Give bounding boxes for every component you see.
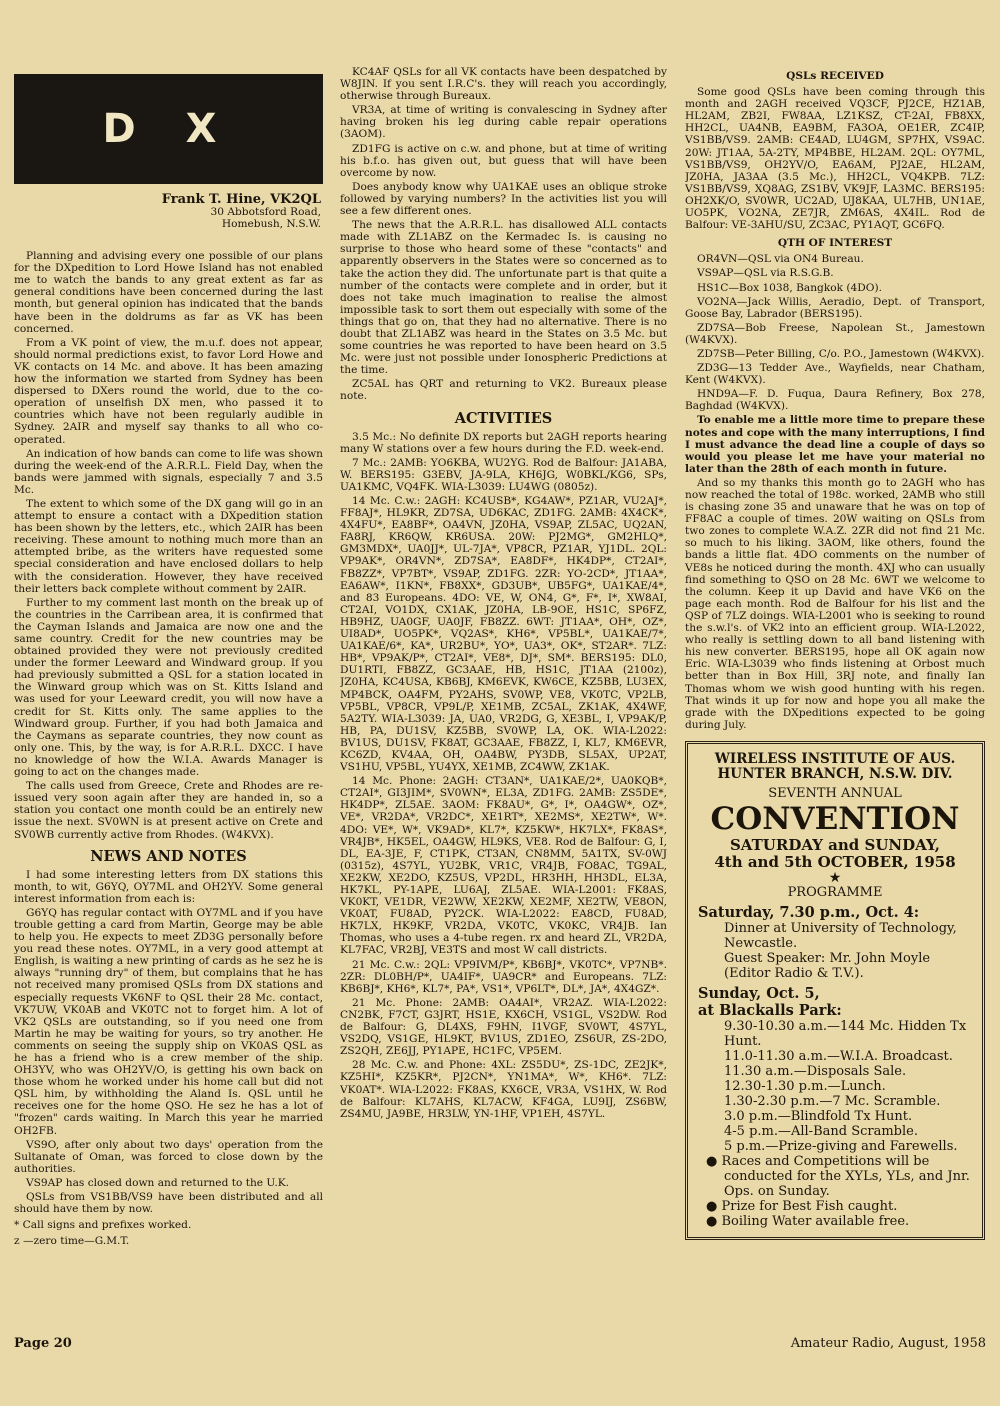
closing-paragraph: And so my thanks this month go to 2AGH who has now reached the total of 198c. worked, 2AMB who still is chasing zone 35 and unaware that he was on top of FF8AC a couple of times. 20W waiting on QSLs from two zones to complete W.A.Z. 2ZR did not find 21 Mc. so much to his liking. 3AOM, like others, found the bands a little flat. 4DO comments on the number of VE8s he noticed during the month. 4XJ who can usually find something to QSO on 28 Mc. 6WT we welcome to the column. Keep it up David and have VK6 on the page each month. Rod de Balfour for his list and the QSP of 7LZ doings. WIA-L2001 who is seeking to round the s.w.l's. of VK2 into an efficient group. WIA-L2022, who really is settling down to all band listening with his new converter. BERS195, hope all OK again now Eric. WIA-L3039 who finds listening at Orbost much better than in Box Hill, 3RJ note, and finally Ian Thomas whom we wish good hunting with his regen. That winds it up for now and hope you all make the grade with the DXpeditions expected to be going during July. <box>685 476 985 731</box>
address-line-2: Homebush, N.S.W. <box>221 218 321 231</box>
section-title: D X <box>102 105 235 152</box>
address-line-1: 30 Abbotsford Road, <box>210 206 321 219</box>
paragraph: Further to my comment last month on the break up of the countries in the Carribean area, it is confirmed that the Cayman Islands and Jamaica are now one and the same country. Credit for the new countries may be obtained provided they were not previously credited under the former Leeward and Windward group. If you had previously submitted a QSL for a station located in the Winward group which was on St. Kitts Island and was used for your Leeward credit, you will now have a credit for St. Kitts only. The same applies to the Windward group. Further, if you had both Jamaica and the Caymans as separate countries, they now count as only one. This, by the way, is for A.R.R.L. DXCC. I have no knowledge of how the W.I.A. Awards Manager is going to act on the changes made. <box>14 596 323 779</box>
convention-org-line-2: HUNTER BRANCH, N.S.W. DIV. <box>717 765 953 782</box>
qth-item: ZD3G—13 Tedder Ave., Wayfields, near Chatham, Kent (W4KVX). <box>685 362 985 387</box>
saturday-line: Dinner at University of Technology, Newcastle. <box>724 920 957 951</box>
paragraph: G6YQ has regular contact with OY7ML and if you have trouble getting a card from Martin, George may be able to help you. He expects to meet ZD3G personally before you read these notes. OY7ML, in a very good attempt at English, is waiting a new printing of cards as he sez he is always "running dry" of them, but complains that he has not received many promised QSLs from DX stations and especially requests VK6NF to QSL their 28 Mc. contact, VK7UW, VK0AB and VK0TC not to forget him. A lot of VK2 QSLs are outstanding, so if you need one from Martin he may be waiting for yours, so try another. He comments on seeing the supply ship on VK0AS QSL as he has a friend who is a crew member of the ship. OH3YV, who was OH2YV/O, is getting his own back on those whom he worked under his home call but did not QSL him, by withholding the Aland Is. QSL until he receives one for the home QSO. He sez he has a lot of "frozen" cards waiting. In March this year he married OH2FB. <box>14 906 323 1137</box>
programme-heading: PROGRAMME <box>787 884 883 900</box>
qth-item: OR4VN—QSL via ON4 Bureau. <box>697 253 864 266</box>
convention-ad <box>685 741 985 1240</box>
paragraph: QSLs from VS1BB/VS9 have been distributed and all should have them by now. <box>14 1191 323 1216</box>
star-icon: ★ <box>828 869 842 886</box>
paragraph: From a VK point of view, the m.u.f. does not appear, should normal predictions exist, to favor Lord Howe and VK contacts on 14 Mc. and above. It has been amazing how the information we started from Sydney has been dispersed to DXers round the world, due to the co-operation of unselfish DX men, who passed it to countries which have not been regularly audible in Sydney. 2AIR and myself say thanks to all who co-operated. <box>14 336 323 446</box>
qth-item: HND9A—F. D. Fuqua, Daura Refinery, Box 278, Baghdad (W4KVX). <box>685 388 985 413</box>
activity-entry: 14 Mc. Phone: 2AGH: CT3AN*, UA1KAE/2*, UA0KQB*, CT2AI*, GI3JIM*, SV0WN*, EL3A, ZD1FG. 2AMB: ZS5DE*, HK4DP*, ZL5AE. 3AOM: FK8AU*, G*, I*, OA4GW*, OZ*, VE*, VR2DA*, VR2DC*, XE1RT*, XE2MS*, XE2TW*, W*. 4DO: VE*, W*, VK9AD*, KL7*, KZ5KW*, HK7LX*, FK8AS*, VR4JB*, HK5EL, OA4GW, HL9KS, VE8. Rod de Balfour: G, I, DL, EA-3JE, F, CT1PK, CT3AN, CN8MM, 5A1TX, SV-0WJ (0315z), 4S7YL, YU2BK, VR1C, VR4JB, FO8AC, TG9AL, XE2KW, XE2DO, KZ5US, VP2DL, HR3HH, HH3DL, EL3A, HK7KL, PY-1APE, LU6AJ, ZL5AE. WIA-L2001: FK8AS, VK0KT, VE1DR, VE2WW, XE2KW, XE2MF, XE2TW, VE8ON, VK0AT, FU8AD, PY2CK. WIA-L2022: EA8CD, FU8AD, HK7LX, HK9KF, VR2DA, VK0TC, VK0KC, VR4JB. Ian Thomas, who uses a 4-tube regen. rx and heard ZL, VR2DA, KL7FAC, VR2BJ, VE3TS and most W call districts. <box>340 775 667 957</box>
sunday-heading-1: Sunday, Oct. 5, <box>698 984 820 1002</box>
sunday-item: 5 p.m.—Prize-giving and Farewells. <box>724 1138 958 1154</box>
qth-item: VO2NA—Jack Willis, Aeradio, Dept. of Transport, Goose Bay, Labrador (BERS195). <box>685 295 985 320</box>
convention-org-line-1: WIRELESS INSTITUTE OF AUS. <box>714 750 956 767</box>
sunday-item: 4-5 p.m.—All-Band Scramble. <box>724 1123 918 1139</box>
paragraph: I had some interesting letters from DX stations this month, to wit, G6YQ, OY7ML and OH2YV. Some general interest information from each is: <box>14 868 323 905</box>
news-heading: NEWS AND NOTES <box>90 847 247 865</box>
bullet-text: Races and Competitions will be conducted for the XYLs, YLs, and Jnr. Ops. on Sunday. <box>721 1153 970 1199</box>
bullet-item: ● Prize for Best Fish caught. <box>706 1198 898 1214</box>
sunday-item: 9.30-10.30 a.m.—144 Mc. Hidden Tx Hunt. <box>724 1018 967 1049</box>
column-1 <box>14 0 323 1340</box>
qsls-heading: QSLs RECEIVED <box>786 70 884 82</box>
page-number: Page 20 <box>14 1336 72 1351</box>
column-3 <box>685 64 985 1404</box>
deadline-note: To enable me a little more time to prepare these notes and cope with the many interruptions, I find I must advance the dead line a couple of days so would you please let me have your material no later than the 28th of each month in future. <box>685 414 985 475</box>
qth-item: ZD7SA—Bob Freese, Napolean St., Jamestown (W4KVX). <box>685 321 985 346</box>
activity-entry: 3.5 Mc.: No definite DX reports but 2AGH reports hearing many W stations over a few hours during the F.D. week-end. <box>340 430 667 455</box>
activity-entry: 21 Mc. Phone: 2AMB: OA4AI*, VR2AZ. WIA-L2022: CN2BK, F7CT, G3JRT, HS1E, KX6CH, VS1GL, VS2DW. Rod de Balfour: G, DL4XS, F9HN, I1VGF, SV0WT, 4S7YL, VS2DQ, VS1GE, HL9KT, BV1US, ZD1EO, ZS6UR, ZS-2DO, ZS2QH, ZE6JJ, PY1APE, HC1FC, VP5EM. <box>340 996 667 1058</box>
qth-item: VS9AP—QSL via R.S.G.B. <box>697 267 834 280</box>
sunday-item: 11.0-11.30 a.m.—W.I.A. Broadcast. <box>724 1048 953 1064</box>
paragraph: The calls used from Greece, Crete and Rhodes are re-issued very soon again after they are handed in, so a station you contact one month could be an entirely new issue the next. SV0WN is at present active on Crete and SV0WB currently active from Rhodes. (W4KVX). <box>14 780 323 841</box>
qth-item: HS1C—Box 1038, Bangkok (4DO). <box>697 281 882 294</box>
publication-line: Amateur Radio, August, 1958 <box>790 1336 986 1351</box>
bullet-item: ● Races and Competitions will be conducted for the XYLs, YLs, and Jnr. Ops. on Sunday. <box>706 1153 970 1199</box>
qth-heading: QTH OF INTEREST <box>777 237 893 250</box>
paragraph: KC4AF QSLs for all VK contacts have been despatched by W8JIN. If you sent I.R.C's. they will reach you accordingly, otherwise through Bureaux. <box>340 66 667 103</box>
qsls-paragraph: Some good QSLs have been coming through this month and 2AGH received VQ3CF, PJ2CE, HZ1AB, HL2AM, ZB2I, FW8AA, LZ1KSZ, CT-2AI, FB8XX, HH2CL, UA4NB, EA9BM, FA3OA, OE1ER, ZC4IP, VS1BB/VS9. 2AMB: CE4AD, LU4GM, SP7HX, VS9AC. 20W: JT1AA, 5A-2TY, MP4BBE, HL2AM. 2QL: OY7ML, VS1BB/VS9, OH2YV/O, EA6AM, PJ2AE, HL2AM, JZ0HA, JA3AA (3.5 Mc.), HH2CL, VQ4KPB. 7LZ: VS1BB/VS9, XQ8AG, ZS1BV, VK9JF, LA3MC. BERS195: OH2XK/O, SV0WR, UC2AD, UJ8KAA, UL7HB, UN1AE, UO5PK, VO2NA, ZE7JR, ZM6AS, 4X4IL. Rod de Balfour: VE-3AHU/SU, ZC3AC, PY1AQT, GC6FQ. <box>685 86 985 232</box>
paragraph: VR3A, at time of writing is convalescing in Sydney after having broken his leg during cable repair operations (3AOM). <box>340 104 667 141</box>
sunday-item: 11.30 a.m.—Disposals Sale. <box>724 1063 907 1079</box>
sunday-item: 3.0 p.m.—Blindfold Tx Hunt. <box>724 1108 913 1124</box>
paragraph: An indication of how bands can come to life was shown during the week-end of the A.R.R.L. Field Day, when the bands were jammed with signals, especially 7 and 3.5 Mc. <box>14 447 323 496</box>
section-title-box <box>14 74 323 184</box>
footnote: * Call signs and prefixes worked. <box>14 1219 192 1232</box>
sunday-item: 12.30-1.30 p.m.—Lunch. <box>724 1078 886 1094</box>
qth-item: ZD7SB—Peter Billing, C/o. P.O., Jamestown (W4KVX). <box>697 347 985 360</box>
paragraph: Does anybody know why UA1KAE uses an oblique stroke followed by varying numbers? In the activities list you will see a few different ones. <box>340 180 667 218</box>
sunday-item: 1.30-2.30 p.m.—7 Mc. Scramble. <box>724 1093 941 1109</box>
bullet-item: ● Boiling Water available free. <box>706 1213 910 1229</box>
saturday-line: Guest Speaker: Mr. John Moyle (Editor Radio & T.V.). <box>724 950 931 981</box>
activity-entry: 21 Mc. C.w.: 2QL: VP9IVM/P*, KB6BJ*, VK0TC*, VP7NB*. 2ZR: DL0BH/P*, UA4IF*, UA9CR* and Europeans. 7LZ: KB6BJ*, KH6*, KL7*, PA*, VS1*, VP6LT*, DL*, JA*, 4X4GZ*. <box>340 958 667 995</box>
byline <box>14 194 321 230</box>
convention-dates-1: SATURDAY and SUNDAY, <box>729 835 941 854</box>
convention-seventh: SEVENTH ANNUAL <box>768 785 902 801</box>
convention-dates-2: 4th and 5th OCTOBER, 1958 <box>714 852 956 871</box>
activity-entry: 7 Mc.: 2AMB: YO6KBA, WU2YG. Rod de Balfour: JA1ABA, W. BERS195: G3EBV, JA-9LA, KH6JG, W0BKL/KG6, SPs, UA1KMC, VQ4FK. WIA-L3039: LU4WG (0805z). <box>340 456 667 493</box>
column-2 <box>340 66 667 1406</box>
paragraph: The extent to which some of the DX gang will go in an attempt to ensure a contact with a DXpedition station has been shown by the letters, etc., which 2AIR has been receiving. These amount to nothing much more than an attempted bribe, as the writers have requested some special consideration and have enclosed dollars to help with the consideration. However, they have received their letters back complete without comment by 2AIR. <box>14 497 323 595</box>
paragraph: ZC5AL has QRT and returning to VK2. Bureaux please note. <box>340 378 667 403</box>
activity-entry: 14 Mc. C.w.: 2AGH: KC4USB*, KG4AW*, PZ1AR, VU2AJ*, FF8AJ*, HL9KR, ZD7SA, UD6KAC, ZD1FG. 2AMB: 4X4CK*, 4X4FU*, EA8BF*, OA4VN, JZ0HA, VS9AP, ZL5AC, UQ2AN, FA8RJ, KR6QW, KR6USA. 20W: PJ2MG*, GM2HLQ*, GM3MDX*, UA0JJ*, UL-7JA*, VP8CR, PZ1AR, YJ1DL. 2QL: VP9AK*, OR4VN*, ZD7SA*, EA8DF*, HK4DP*, CT2AI*, FB8ZZ*, VP7BT*, VS9AP, ZD1FG. 2ZR: YO-2CD*, JT1AA*, EA6AW*, I1KN*, FB8XX*, GD3UB*, UB5FG*, UA1KAE/4*, and 83 Europeans. 4DO: VE, W, ON4, G*, F*, I*, XW8AI, CT2AI, VO1DX, CX1AK, JZ0HA, LB-9OE, HS1C, SP6FZ, HB9HZ, UA0GF, UA0JF, FB8ZZ. 6WT: JT1AA*, OH*, OZ*, UI8AD*, UO5PK*, VQ2AS*, KH6*, VP5BL*, UA1KAE/7*, UA1KAE/6*, KA*, UR2BU*, YO*, UA3*, OK*, ST2AR*. 7LZ: HB*, VP9AK/P*, CT2AI*, VE8*, DJ*, SM*. BERS195: DL0, DU1RTI, FB8ZZ, GC3AAE, HB, HS1C, JT1AA (2100z), JZ0HA, KC4USA, KB6BJ, KM6EVK, KW6CE, KZ5BB, LU3EX, MP4BCK, OA4FM, PY2AHS, SV0WP, VE8, VK0TC, VP2LB, VP5BL, VP8CR, VP9L/P, XE1MB, ZC5AL, ZK1AK, 4X4WF, 5A2TY. WIA-L3039: JA, UA0, VR2DG, G, XE3BL, I, VP9AK/P, HB, PA, DU1SV, KZ5BB, SV0WP, LA, OK. WIA-L2022: BV1US, DU1SV, FK8AT, GC3AAE, FB8ZZ, I, KL7, KM6EVR, KC6ZD, KV4AA, OH, OA4BW, PY3DB, SL5AX, UP2AT, VS1HU, VP5BL, YU4YX, XE1MB, ZC4WW, ZK1AK. <box>340 495 667 774</box>
paragraph: VS9AP has closed down and returned to the U.K. <box>26 1176 290 1189</box>
paragraph: ZD1FG is active on c.w. and phone, but at time of writing his b.f.o. has given out, but guess that will have been overcome by now. <box>340 142 667 179</box>
saturday-heading: Saturday, 7.30 p.m., Oct. 4: <box>698 903 920 921</box>
convention-title: CONVENTION <box>710 800 960 837</box>
bullet-text: Boiling Water available free. <box>721 1213 910 1229</box>
author-name: Frank T. Hine, VK2QL <box>161 192 321 207</box>
activities-heading: ACTIVITIES <box>454 409 553 427</box>
paragraph: VS9O, after only about two days' operation from the Sultanate of Oman, was forced to close down by the authorities. <box>14 1138 323 1175</box>
bullet-text: Prize for Best Fish caught. <box>721 1198 898 1214</box>
paragraph: The news that the A.R.R.L. has disallowed ALL contacts made with ZL1ABZ on the Kermadec Is. is causing no surprise to those who heard some of these "contacts" and apparently observers in the States were so concerned as to take the action they did. The unfortunate part is that quite a number of the contacts were complete and in order, but it does not take much imagination to realise the almost impossible task to sort them out especially with some of the things that go on, that they had no alternative. There is no doubt that ZL1ABZ was heard in the States on 3.5 Mc. but some countries he was reported to have been heard on 3.5 Mc. were just not possible under Ionospheric Predictions at the time. <box>340 219 667 377</box>
sunday-heading-2: at Blackalls Park: <box>698 1001 842 1019</box>
activity-entry: 28 Mc. C.w. and Phone: 4XL: ZS5DU*, ZS-1DC, ZE2JK*, KZ5HI*, KZ5KR*, PJ2CN*, YN1MA*, W*, KH6*. 7LZ: VK0AT*. WIA-L2022: FK8AS, KX6CE, VR3A, VS1HX, W. Rod de Balfour: KL7AHS, KL7ACW, KF4GA, LU9IJ, ZS6BW, ZS4MU, JA9BE, HR3LW, YN-1HF, VP1EH, 4S7YL. <box>340 1059 667 1120</box>
footnote: z —zero time—G.M.T. <box>14 1235 130 1248</box>
paragraph: Planning and advising every one possible of our plans for the DXpedition to Lord Howe Island has not enabled me to watch the bands to any great extent as far as general conditions have been concerned during the last month, but general opinion has indicated that the bands have been in the doldrums as far as VK has been concerned. <box>14 250 323 335</box>
